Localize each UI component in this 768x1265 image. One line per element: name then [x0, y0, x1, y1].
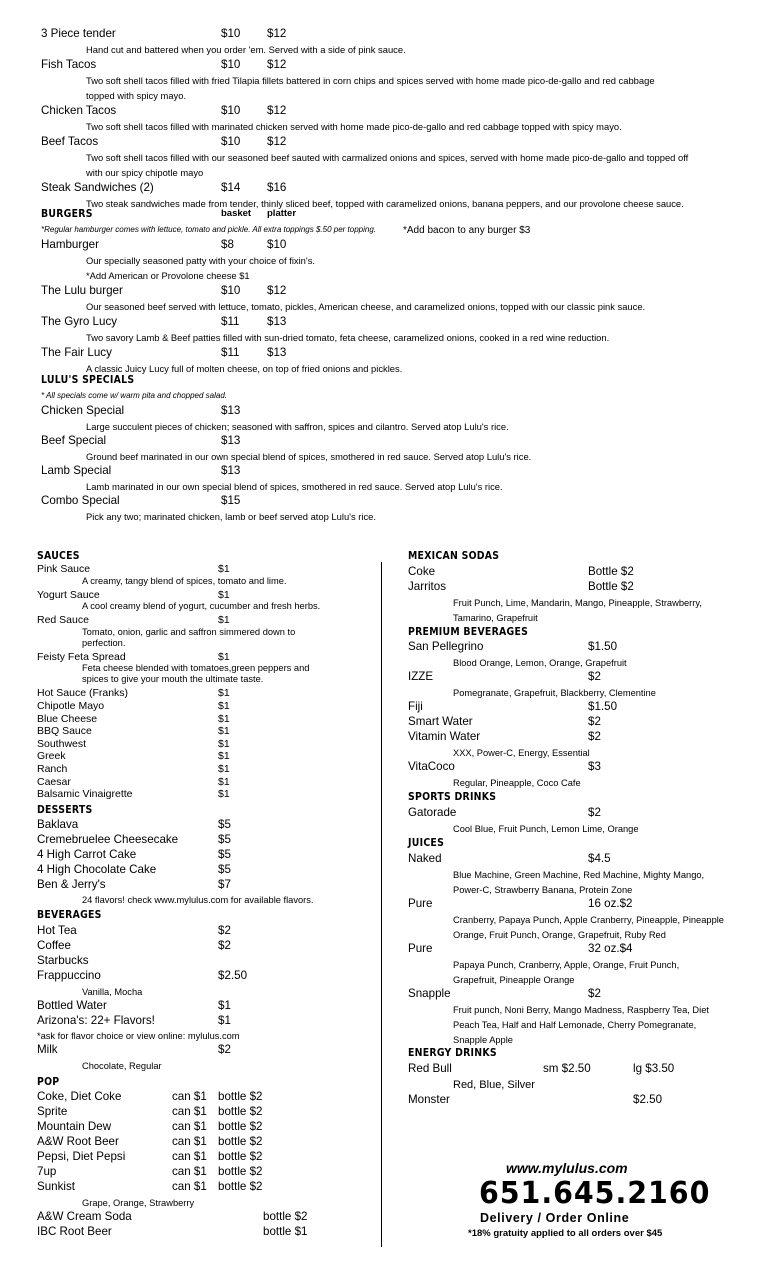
- special-price: $13: [221, 464, 241, 477]
- platter-price: $13: [267, 315, 287, 328]
- premium-beverage-price: $2: [588, 670, 601, 683]
- special-description: Ground beef marinated in our own special blend of spices, smothered in red sauce. Served atop Lulu's rice.: [86, 451, 532, 462]
- mexican-soda-flavors: Fruit Punch, Lime, Mandarin, Mango, Pineapple, Strawberry,: [453, 598, 702, 608]
- sauce-name: Blue Cheese: [37, 712, 98, 725]
- juice-name: Pure: [408, 942, 433, 955]
- juice-price: 32 oz.$4: [588, 942, 633, 955]
- dessert-name: Baklava: [37, 818, 79, 831]
- platter-price: $12: [267, 27, 287, 40]
- platter-price: $13: [267, 346, 287, 359]
- mexican-soda-price: Bottle $2: [588, 580, 634, 593]
- beverage-price: $1: [218, 999, 231, 1012]
- special-description: Lamb marinated in our own special blend of spices, smothered in red sauce. Served atop Lulu's rice.: [86, 481, 503, 492]
- burger-description: *Add American or Provolone cheese $1: [86, 270, 250, 281]
- dessert-description: 24 flavors! check www.mylulus.com for available flavors.: [82, 895, 314, 905]
- premium-beverage-price: $1.50: [588, 700, 618, 713]
- menu-item-name: Fish Tacos: [41, 58, 97, 71]
- menu-item-description: Two soft shell tacos filled with fried Tilapia fillets battered in corn chips and spices served with home made pico-de-gallo and red cabbage: [86, 75, 655, 86]
- juice-price: 16 oz.$2: [588, 897, 633, 910]
- dessert-price: $5: [218, 818, 231, 831]
- pop-name: A&W Root Beer: [37, 1135, 119, 1148]
- basket-price: $10: [221, 284, 241, 297]
- energy-price: $2.50: [633, 1093, 663, 1106]
- bottle-price: bottle $2: [218, 1165, 263, 1178]
- specials-note: * All specials come w/ warm pita and chopped salad.: [41, 391, 228, 400]
- menu-item-description: Two steak sandwiches made from tender, thinly sliced beef, topped with caramelized onions, banana peppers, and our provolone cheese sauce.: [86, 198, 684, 209]
- premium-beverage-name: IZZE: [408, 670, 434, 683]
- sunkist-flavors: Grape, Orange, Strawberry: [82, 1198, 195, 1208]
- beverage-price: $1: [218, 1014, 231, 1027]
- sauce-price: $1: [218, 763, 230, 775]
- premium-beverage-name: San Pellegrino: [408, 640, 484, 653]
- beverage-name: Milk: [37, 1043, 58, 1056]
- beverage-description: Chocolate, Regular: [82, 1061, 162, 1071]
- pop-heading: POP: [37, 1075, 60, 1088]
- desserts-heading: DESSERTS: [37, 803, 93, 816]
- beverage-note: *ask for flavor choice or view online: mylulus.com: [37, 1031, 240, 1041]
- burger-description: Our seasoned beef served with lettuce, tomato, pickles, American cheese, and caramelized onions, topped with our classic pink sauce.: [86, 301, 646, 312]
- juice-name: Pure: [408, 897, 433, 910]
- sports-drink-name: Gatorade: [408, 806, 457, 819]
- juice-price: $2: [588, 987, 601, 1000]
- dessert-name: 4 High Carrot Cake: [37, 848, 137, 861]
- sauce-price: $1: [218, 737, 230, 750]
- special-price: $13: [221, 434, 241, 447]
- platter-price: $10: [267, 238, 287, 251]
- sauce-name: Hot Sauce (Franks): [37, 687, 129, 700]
- can-price: can $1: [172, 1165, 207, 1178]
- premium-beverage-flavors: XXX, Power-C, Energy, Essential: [453, 748, 590, 758]
- menu-item-name: Steak Sandwiches (2): [41, 181, 154, 194]
- juice-flavors: Power-C, Strawberry Banana, Protein Zone: [453, 885, 633, 895]
- can-price: can $1: [172, 1180, 207, 1193]
- sauce-name: BBQ Sauce: [37, 725, 92, 738]
- sauce-price: $1: [218, 750, 230, 763]
- can-price: can $1: [172, 1150, 207, 1163]
- sports-drink-heading: SPORTS DRINKS: [408, 790, 497, 803]
- dessert-price: $7: [218, 878, 231, 891]
- pop-name: IBC Root Beer: [37, 1225, 112, 1238]
- sauce-description: A cool creamy blend of yogurt, cucumber and fresh herbs.: [82, 601, 321, 612]
- dessert-price: $5: [218, 848, 231, 861]
- basket-price: $8: [221, 238, 234, 251]
- delivery-note: Delivery / Order Online: [480, 1211, 630, 1225]
- pop-name: 7up: [37, 1165, 57, 1178]
- juice-heading: JUICES: [408, 836, 445, 849]
- menu-item-description: Hand cut and battered when you order 'em. Served with a side of pink sauce.: [86, 44, 406, 55]
- beverage-price: $2: [218, 939, 231, 952]
- phone-number: 651.645.2160: [479, 1176, 711, 1211]
- gratuity-note: *18% gratuity applied to all orders over $45: [468, 1228, 663, 1239]
- burger-description: Our specially seasoned patty with your choice of fixin's.: [86, 255, 315, 266]
- menu-item-description: Two soft shell tacos filled with our seasoned beef sauted with carmalized onions and spices, served with home made pico-de-gallo and topped off: [86, 152, 689, 163]
- burger-description: A classic Juicy Lucy full of molten cheese, on top of fried onions and pickles.: [86, 363, 403, 374]
- juice-flavors: Papaya Punch, Cranberry, Apple, Orange, Fruit Punch,: [453, 960, 680, 970]
- burger-toppings-note: *Regular hamburger comes with lettuce, tomato and pickle. All extra toppings $.50 per topping.: [41, 225, 376, 234]
- premium-beverage-flavors: Regular, Pineapple, Coco Cafe: [453, 778, 581, 788]
- premium-beverage-flavors: Blood Orange, Lemon, Orange, Grapefruit: [453, 658, 627, 668]
- energy-drink-name: Monster: [408, 1093, 450, 1106]
- basket-price: $11: [221, 346, 240, 359]
- energy-flavors: Red, Blue, Silver: [453, 1079, 535, 1091]
- beverages-heading: BEVERAGES: [37, 908, 102, 921]
- sports-drink-price: $2: [588, 806, 601, 819]
- beverage-description: Vanilla, Mocha: [82, 987, 143, 997]
- special-name: Lamb Special: [41, 464, 112, 477]
- basket-price: $10: [221, 135, 241, 148]
- large-price: lg $3.50: [633, 1062, 675, 1075]
- basket-price: $10: [221, 104, 241, 117]
- column-divider: [381, 562, 382, 1247]
- special-price: $13: [221, 404, 241, 417]
- sauce-name: Caesar: [37, 775, 71, 788]
- premium-beverage-name: Fiji: [408, 700, 423, 713]
- burger-name: The Fair Lucy: [41, 346, 112, 359]
- sauce-price: $1: [218, 563, 230, 575]
- beverage-name: Coffee: [37, 939, 71, 952]
- can-price: can $1: [172, 1120, 207, 1133]
- burger-name: Hamburger: [41, 238, 99, 251]
- premium-beverage-flavors: Pomegranate, Grapefruit, Blackberry, Clementine: [453, 688, 656, 698]
- energy-heading: ENERGY DRINKS: [408, 1046, 497, 1059]
- platter-price: $12: [267, 284, 287, 297]
- juice-flavors: Fruit punch, Noni Berry, Mango Madness, Raspberry Tea, Diet: [453, 1005, 709, 1015]
- platter-price: $16: [267, 181, 287, 194]
- sauce-name: Greek: [37, 750, 66, 763]
- pop-name: Sunkist: [37, 1180, 76, 1193]
- special-name: Chicken Special: [41, 404, 125, 417]
- dessert-price: $5: [218, 833, 231, 846]
- premium-beverage-price: $2: [588, 715, 601, 728]
- specials-heading: LULU'S SPECIALS: [41, 373, 135, 386]
- bottle-price: bottle $2: [218, 1105, 263, 1118]
- sauce-price: $1: [218, 775, 230, 788]
- juice-flavors: Blue Machine, Green Machine, Red Machine, Mighty Mango,: [453, 870, 705, 880]
- pop-name: Pepsi, Diet Pepsi: [37, 1150, 126, 1163]
- sauce-description: Feta cheese blended with tomatoes,green peppers and spices to give your mouth the ultimate taste.: [82, 663, 310, 685]
- pop-name: Mountain Dew: [37, 1120, 112, 1133]
- burger-name: The Lulu burger: [41, 284, 123, 297]
- bottle-price: bottle $2: [218, 1090, 263, 1103]
- beverage-name: Arizona's: 22+ Flavors!: [37, 1014, 155, 1027]
- sauce-name: Southwest: [37, 737, 87, 750]
- premium-beverage-price: $1.50: [588, 640, 618, 653]
- platter-price: $12: [267, 58, 287, 71]
- sauce-price: $1: [218, 614, 230, 627]
- platter-price: $12: [267, 135, 287, 148]
- bottle-price: bottle $2: [218, 1135, 263, 1148]
- premium-beverage-price: $2: [588, 730, 601, 743]
- burger-name: The Gyro Lucy: [41, 315, 118, 328]
- can-price: can $1: [172, 1090, 207, 1103]
- juice-name: Naked: [408, 852, 442, 865]
- premium-beverage-price: $3: [588, 760, 601, 773]
- mexican-soda-flavors: Tamarino, Grapefruit: [453, 613, 538, 623]
- sauce-price: $1: [218, 712, 230, 725]
- small-price: sm $2.50: [543, 1062, 591, 1075]
- dessert-name: Ben & Jerry's: [37, 878, 106, 891]
- sauce-description: A creamy, tangy blend of spices, tomato and lime.: [82, 575, 287, 586]
- sauce-name: Ranch: [37, 763, 68, 775]
- dessert-name: Cremebruelee Cheesecake: [37, 833, 179, 846]
- beverage-name: Hot Tea: [37, 924, 77, 937]
- special-price: $15: [221, 494, 241, 507]
- premium-beverage-heading: PREMIUM BEVERAGES: [408, 625, 529, 638]
- sauce-price: $1: [218, 588, 230, 601]
- basket-price: $11: [221, 315, 240, 328]
- menu-item-name: Chicken Tacos: [41, 104, 117, 117]
- beverage-name: Bottled Water: [37, 999, 107, 1012]
- juice-name: Snapple: [408, 987, 451, 1000]
- beverage-name: Frappuccino: [37, 969, 101, 982]
- premium-beverage-name: Vitamin Water: [408, 730, 481, 743]
- juice-price: $4.5: [588, 852, 611, 865]
- beverage-name: Starbucks: [37, 954, 89, 967]
- special-name: Combo Special: [41, 494, 120, 507]
- sauce-name: Feisty Feta Spread: [37, 650, 126, 663]
- mexican-soda-name: Coke: [408, 565, 436, 578]
- beverage-price: $2: [218, 1043, 231, 1056]
- dessert-name: 4 High Chocolate Cake: [37, 863, 157, 876]
- bottle-price: bottle $1: [263, 1225, 308, 1238]
- menu-item-name: 3 Piece tender: [41, 27, 116, 40]
- special-name: Beef Special: [41, 434, 107, 447]
- juice-flavors: Cranberry, Papaya Punch, Apple Cranberry, Pineapple, Pineapple: [453, 915, 724, 925]
- beverage-price: $2: [218, 924, 231, 937]
- pop-name: Sprite: [37, 1105, 68, 1118]
- sauce-name: Balsamic Vinaigrette: [37, 788, 133, 801]
- basket-price: $10: [221, 58, 241, 71]
- sauce-name: Yogurt Sauce: [37, 588, 100, 601]
- juice-flavors: Peach Tea, Half and Half Lemonade, Cherry Pomegranate,: [453, 1020, 697, 1030]
- dessert-price: $5: [218, 863, 231, 876]
- sauce-description: Tomato, onion, garlic and saffron simmered down to perfection.: [82, 626, 296, 648]
- bottle-price: bottle $2: [263, 1210, 308, 1223]
- sauce-name: Chipotle Mayo: [37, 700, 105, 712]
- sauce-price: $1: [218, 725, 230, 738]
- sauce-price: $1: [218, 700, 230, 712]
- menu-item-description: Two soft shell tacos filled with marinated chicken served with home made pico-de-gallo and red cabbage topped with spicy mayo.: [86, 121, 622, 132]
- basket-price: $10: [221, 27, 241, 40]
- sports-drink-flavors: Cool Blue, Fruit Punch, Lemon Lime, Orange: [453, 824, 639, 834]
- bottle-price: bottle $2: [218, 1180, 263, 1193]
- pop-name: Coke, Diet Coke: [37, 1090, 122, 1103]
- sauce-price: $1: [218, 687, 230, 700]
- sauce-name: Red Sauce: [37, 614, 89, 627]
- bacon-note: *Add bacon to any burger $3: [403, 225, 531, 236]
- special-description: Large succulent pieces of chicken; seasoned with saffron, spices and cilantro. Served atop Lulu's rice.: [86, 421, 509, 432]
- menu-item-description: topped with spicy mayo.: [86, 90, 187, 101]
- mexican-soda-name: Jarritos: [408, 580, 447, 593]
- premium-beverage-name: Smart Water: [408, 715, 473, 728]
- bottle-price: bottle $2: [218, 1120, 263, 1133]
- basket-column-header: basket: [221, 208, 252, 219]
- mexican-soda-price: Bottle $2: [588, 565, 634, 578]
- sauce-name: Pink Sauce: [37, 563, 91, 575]
- platter-column-header: platter: [267, 208, 297, 219]
- sauce-price: $1: [218, 788, 230, 801]
- platter-price: $12: [267, 104, 287, 117]
- basket-price: $14: [221, 181, 241, 194]
- menu-item-name: Beef Tacos: [41, 135, 99, 148]
- website: www.mylulus.com: [506, 1160, 628, 1176]
- burgers-heading: BURGERS: [41, 207, 93, 220]
- sauces-heading: SAUCES: [37, 549, 80, 562]
- can-price: can $1: [172, 1135, 207, 1148]
- juice-flavors: Orange, Fruit Punch, Orange, Grapefruit, Ruby Red: [453, 930, 666, 940]
- beverage-price: $2.50: [218, 969, 248, 982]
- mexican-soda-heading: MEXICAN SODAS: [408, 549, 500, 562]
- juice-flavors: Grapefruit, Pineapple Orange: [453, 975, 575, 985]
- energy-drink-name: Red Bull: [408, 1062, 452, 1075]
- pop-name: A&W Cream Soda: [37, 1210, 132, 1223]
- burger-description: Two savory Lamb & Beef patties filled with sun-dried tomato, feta cheese, caramelized onions, cooked in a red wine reduction.: [86, 332, 610, 343]
- juice-flavors: Snapple Apple: [453, 1035, 513, 1045]
- premium-beverage-name: VitaCoco: [408, 760, 455, 773]
- menu-item-description: with our spicy chipotle mayo: [86, 167, 204, 178]
- special-description: Pick any two; marinated chicken, lamb or beef served atop Lulu's rice.: [86, 511, 376, 522]
- can-price: can $1: [172, 1105, 207, 1118]
- bottle-price: bottle $2: [218, 1150, 263, 1163]
- sauce-price: $1: [218, 650, 230, 663]
